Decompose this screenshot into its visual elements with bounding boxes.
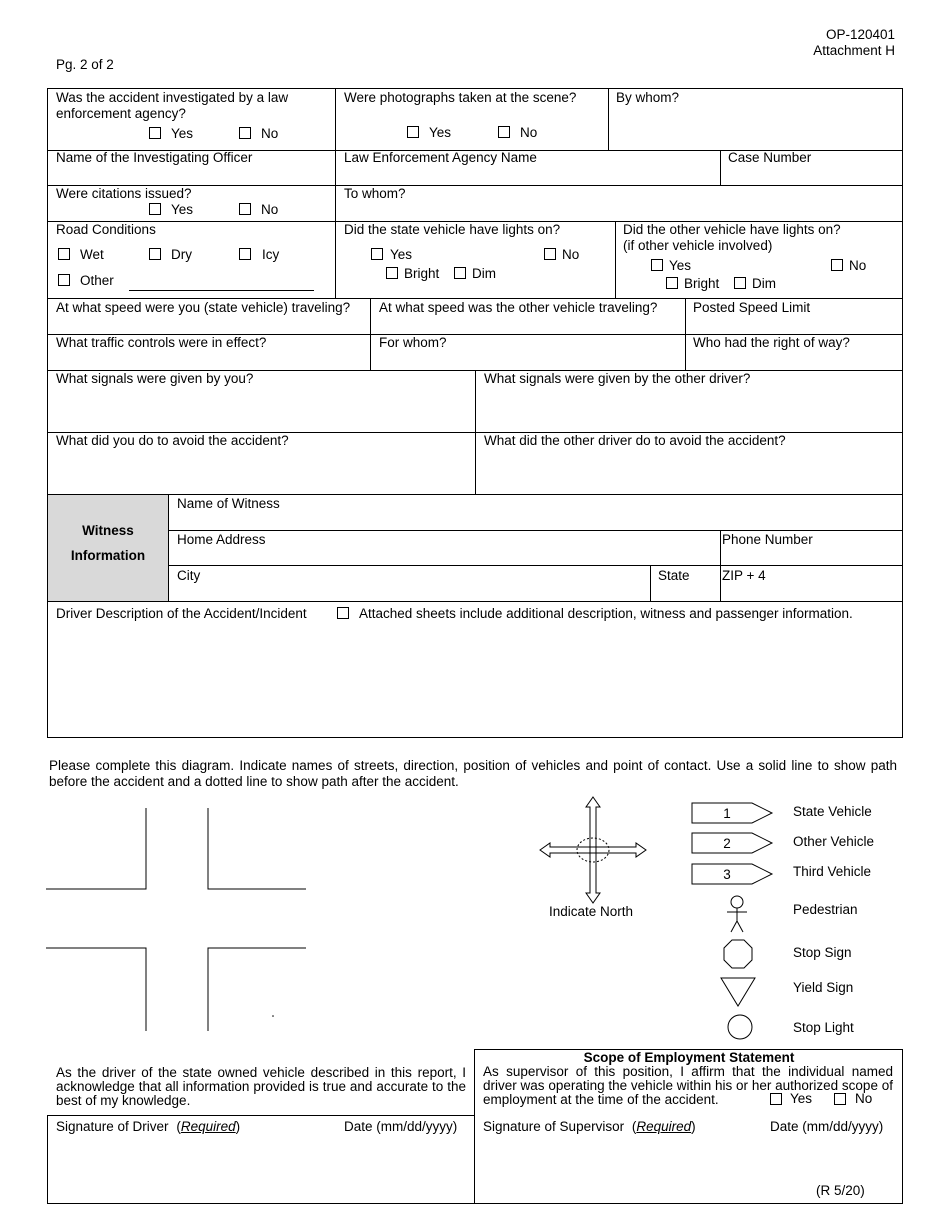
posted-speed-label: Posted Speed Limit — [693, 300, 811, 315]
photos-no-label: No — [520, 125, 538, 140]
other-speed-label: At what speed was the other vehicle traveling? — [379, 300, 658, 315]
investigated-yes-checkbox[interactable] — [149, 127, 161, 139]
road-wet-checkbox[interactable] — [58, 248, 70, 260]
other-lights-dim-checkbox[interactable] — [734, 277, 746, 289]
witness-label: Witness — [82, 523, 134, 538]
state-lights-dim-label: Dim — [472, 266, 496, 281]
legend-pedestrian-label: Pedestrian — [793, 902, 858, 917]
case-number-label: Case Number — [728, 150, 812, 165]
legend-other-vehicle-label: Other Vehicle — [793, 834, 875, 849]
revision-label: (R 5/20) — [816, 1183, 865, 1198]
diagram-instructions: Please complete this diagram. Indicate names of streets, direction, position of vehicles and point of contact. Use a solid line to show path before the accident and a dotted line to show path after the accident. — [49, 758, 897, 789]
you-avoid-label: What did you do to avoid the accident? — [56, 433, 289, 448]
traffic-controls-label: What traffic controls were in effect? — [56, 335, 267, 350]
yield-sign-icon — [718, 975, 758, 1009]
right-of-way-label: Who had the right of way? — [693, 335, 850, 350]
photos-by-whom-label: By whom? — [616, 90, 680, 105]
other-lights-bright-label: Bright — [684, 276, 720, 291]
stop-sign-icon — [722, 938, 754, 970]
state-lights-dim-checkbox[interactable] — [454, 267, 466, 279]
witness-name-label: Name of Witness — [177, 496, 280, 511]
pedestrian-icon — [722, 894, 752, 934]
supervisor-date-label: Date (mm/dd/yyyy) — [770, 1119, 884, 1134]
legend-number-2: 2 — [723, 836, 731, 851]
attached-sheets-label: Attached sheets include additional description, witness and passenger information. — [359, 606, 853, 621]
road-icy-checkbox[interactable] — [239, 248, 251, 260]
state-lights-question: Did the state vehicle have lights on? — [344, 222, 561, 237]
state-lights-bright-label: Bright — [404, 266, 440, 281]
driver-signature-field[interactable] — [48, 1136, 474, 1202]
road-wet-label: Wet — [80, 247, 104, 262]
witness-info-label: Information — [70, 548, 146, 563]
other-lights-bright-checkbox[interactable] — [666, 277, 678, 289]
road-other-label: Other — [80, 273, 114, 288]
investigated-no-checkbox[interactable] — [239, 127, 251, 139]
legend-number-1: 1 — [723, 806, 731, 821]
citations-no-label: No — [261, 202, 279, 217]
road-other-input-line[interactable] — [129, 290, 314, 291]
investigating-officer-label: Name of the Investigating Officer — [56, 150, 253, 165]
legend-stop-sign-label: Stop Sign — [793, 945, 852, 960]
witness-address-label: Home Address — [177, 532, 266, 547]
legend-yield-sign-label: Yield Sign — [793, 980, 854, 995]
witness-city-label: City — [177, 568, 201, 583]
indicate-north-label: Indicate North — [549, 904, 634, 919]
road-dry-checkbox[interactable] — [149, 248, 161, 260]
scope-no-label: No — [855, 1091, 873, 1106]
driver-description-label: Driver Description of the Accident/Incident — [56, 606, 307, 621]
state-lights-yes-label: Yes — [390, 247, 413, 262]
controls-for-whom-label: For whom? — [379, 335, 447, 350]
supervisor-required-note: Required — [636, 1119, 692, 1134]
state-lights-bright-checkbox[interactable] — [386, 267, 398, 279]
road-dry-label: Dry — [171, 247, 192, 262]
other-lights-no-checkbox[interactable] — [831, 259, 843, 271]
driver-signature-label: Signature of Driver (Required) — [56, 1119, 241, 1134]
photos-no-checkbox[interactable] — [498, 126, 510, 138]
citations-no-checkbox[interactable] — [239, 203, 251, 215]
state-lights-no-checkbox[interactable] — [544, 248, 556, 260]
photos-yes-checkbox[interactable] — [407, 126, 419, 138]
stop-light-icon — [725, 1013, 755, 1043]
road-icy-label: Icy — [262, 247, 280, 262]
state-lights-yes-checkbox[interactable] — [371, 248, 383, 260]
other-lights-note: (if other vehicle involved) — [623, 238, 773, 253]
other-signals-label: What signals were given by the other driver? — [484, 371, 751, 386]
citations-question: Were citations issued? — [56, 186, 192, 201]
scope-yes-label: Yes — [790, 1091, 813, 1106]
driver-required-note: Required — [180, 1119, 236, 1134]
photos-question: Were photographs taken at the scene? — [344, 90, 577, 105]
other-lights-no-label: No — [849, 258, 867, 273]
driver-acknowledgement: As the driver of the state owned vehicle described in this report, I acknowledge that all information provided is true and accurate to the best of my knowledge. — [56, 1065, 466, 1108]
legend-number-3: 3 — [723, 867, 731, 882]
citations-yes-label: Yes — [171, 202, 194, 217]
state-lights-no-label: No — [562, 247, 580, 262]
witness-phone-label: Phone Number — [722, 532, 813, 547]
investigated-yes-label: Yes — [171, 126, 194, 141]
investigated-no-label: No — [261, 126, 279, 141]
road-other-checkbox[interactable] — [58, 274, 70, 286]
state-speed-label: At what speed were you (state vehicle) traveling? — [56, 300, 351, 315]
scope-no-checkbox[interactable] — [834, 1093, 846, 1105]
your-signals-label: What signals were given by you? — [56, 371, 254, 386]
page-number: Pg. 2 of 2 — [56, 57, 114, 72]
supervisor-signature-label: Signature of Supervisor (Required) — [483, 1119, 696, 1134]
agency-name-label: Law Enforcement Agency Name — [344, 150, 537, 165]
legend-third-vehicle-label: Third Vehicle — [793, 864, 872, 879]
other-lights-question: Did the other vehicle have lights on? — [623, 222, 841, 237]
intersection-diagram[interactable] — [0, 800, 320, 1040]
attached-sheets-checkbox[interactable] — [337, 607, 349, 619]
scope-statement-text: As supervisor of this position, I affirm that the individual named driver was operating the vehicle within his or her authorized scope of employment at the time of the accident. — [483, 1064, 893, 1107]
citations-yes-checkbox[interactable] — [149, 203, 161, 215]
citations-to-whom-label: To whom? — [344, 186, 406, 201]
other-lights-yes-label: Yes — [669, 258, 692, 273]
other-lights-yes-checkbox[interactable] — [651, 259, 663, 271]
scope-yes-checkbox[interactable] — [770, 1093, 782, 1105]
form-id: OP-120401 — [825, 27, 895, 42]
witness-state-label: State — [658, 568, 690, 583]
legend-state-vehicle-label: State Vehicle — [793, 804, 872, 819]
supervisor-signature-field[interactable] — [476, 1136, 901, 1181]
attachment-label: Attachment H — [813, 43, 895, 58]
other-lights-dim-label: Dim — [752, 276, 776, 291]
investigated-question: Was the accident investigated by a law enforcement agency? — [56, 90, 289, 121]
witness-zip-label: ZIP + 4 — [722, 568, 766, 583]
legend-stop-light-label: Stop Light — [793, 1020, 854, 1035]
road-conditions-label: Road Conditions — [56, 222, 156, 237]
driver-date-label: Date (mm/dd/yyyy) — [344, 1119, 458, 1134]
photos-yes-label: Yes — [429, 125, 452, 140]
compass-icon[interactable] — [538, 795, 648, 905]
scope-statement-title: Scope of Employment Statement — [583, 1050, 795, 1065]
other-avoid-label: What did the other driver do to avoid the accident? — [484, 433, 786, 448]
